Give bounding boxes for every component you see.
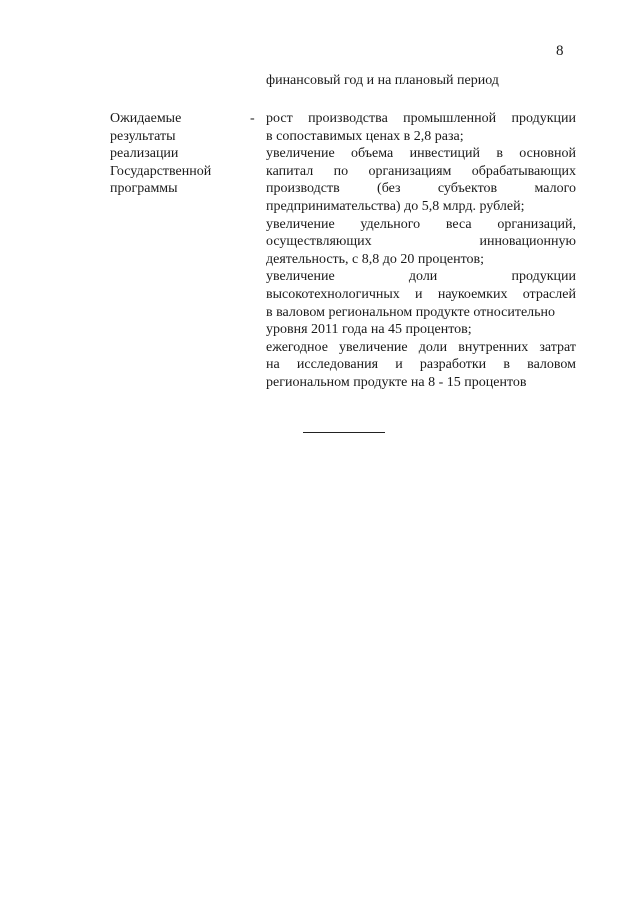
row-label-line: Государственной: [110, 163, 212, 179]
content-word: обрабатывающих: [471, 163, 576, 179]
content-word: в валовом региональном продукте относительно: [266, 304, 556, 320]
content-word: доли: [418, 339, 448, 355]
content-line: [266, 128, 576, 146]
content-word: затрат: [539, 339, 576, 355]
content-line: [266, 339, 576, 357]
content-word: доли: [408, 269, 438, 285]
content-word: и: [415, 286, 423, 302]
content-word: рост: [266, 111, 293, 126]
content-line: [266, 268, 576, 286]
content-word: в: [496, 146, 503, 162]
content-word: исследования: [296, 357, 379, 373]
content-word: на: [266, 357, 280, 373]
content-word: в: [503, 357, 510, 373]
continuation-line: финансовый год и на плановый период: [266, 73, 499, 88]
content-word: инновационную: [479, 234, 576, 250]
content-word: увеличение: [266, 269, 335, 285]
end-rule: [303, 432, 385, 433]
content-word: объема: [351, 146, 394, 162]
row-content: [266, 110, 576, 392]
row-label-line: реализации: [110, 146, 179, 162]
content-word: по: [333, 163, 349, 179]
content-line: [266, 145, 576, 163]
content-line: [266, 216, 576, 234]
content-word: региональном продукте на 8 - 15 процентов: [266, 374, 527, 390]
row-label-line: Ожидаемые: [110, 111, 182, 126]
content-word: отраслей: [522, 286, 576, 302]
content-word: деятельность, с 8,8 до 20 процентов;: [266, 251, 484, 267]
content-line: [266, 163, 576, 181]
content-word: основной: [519, 146, 576, 162]
content-word: увеличение: [338, 339, 408, 355]
content-line: [266, 356, 576, 374]
row-label-line: программы: [110, 181, 178, 197]
row-label: [110, 110, 240, 198]
row-label-line: результаты: [110, 128, 176, 144]
content-word: организаций,: [497, 216, 576, 232]
content-line: [266, 251, 576, 269]
content-word: высокотехнологичных: [266, 286, 400, 302]
content-word: увеличение: [266, 146, 335, 162]
content-line: [266, 110, 576, 128]
content-word: и: [395, 357, 403, 373]
content-word: наукоемких: [437, 286, 508, 302]
content-word: ежегодное: [266, 339, 328, 355]
content-line: [266, 321, 576, 339]
content-word: субъектов: [437, 181, 498, 197]
content-line: [266, 198, 576, 216]
content-word: веса: [445, 216, 472, 232]
content-word: предпринимательства) до 5,8 млрд. рублей;: [266, 198, 525, 214]
content-word: разработки: [419, 357, 487, 373]
content-line: [266, 304, 576, 322]
content-word: увеличение: [266, 216, 335, 232]
content-line: [266, 374, 576, 392]
content-word: производств: [266, 181, 340, 197]
content-word: удельного: [360, 216, 421, 232]
content-word: производства: [308, 111, 388, 126]
content-word: осуществляющих: [266, 234, 372, 250]
content-word: продукции: [511, 111, 576, 126]
content-line: [266, 180, 576, 198]
content-word: инвестиций: [409, 146, 480, 162]
content-word: продукции: [511, 269, 576, 285]
content-word: внутренних: [458, 339, 529, 355]
content-word: уровня 2011 года на 45 процентов;: [266, 322, 472, 338]
row-dash: -: [250, 111, 255, 126]
content-line: [266, 286, 576, 304]
content-word: (без: [377, 181, 401, 197]
content-line: [266, 233, 576, 251]
content-word: промышленной: [403, 111, 497, 126]
content-word: в сопоставимых ценах в 2,8 раза;: [266, 128, 464, 144]
content-word: валовом: [527, 357, 576, 373]
page-number: 8: [556, 43, 564, 59]
content-word: организациям: [368, 163, 452, 179]
content-word: капитал: [266, 163, 314, 179]
content-word: малого: [534, 181, 576, 197]
